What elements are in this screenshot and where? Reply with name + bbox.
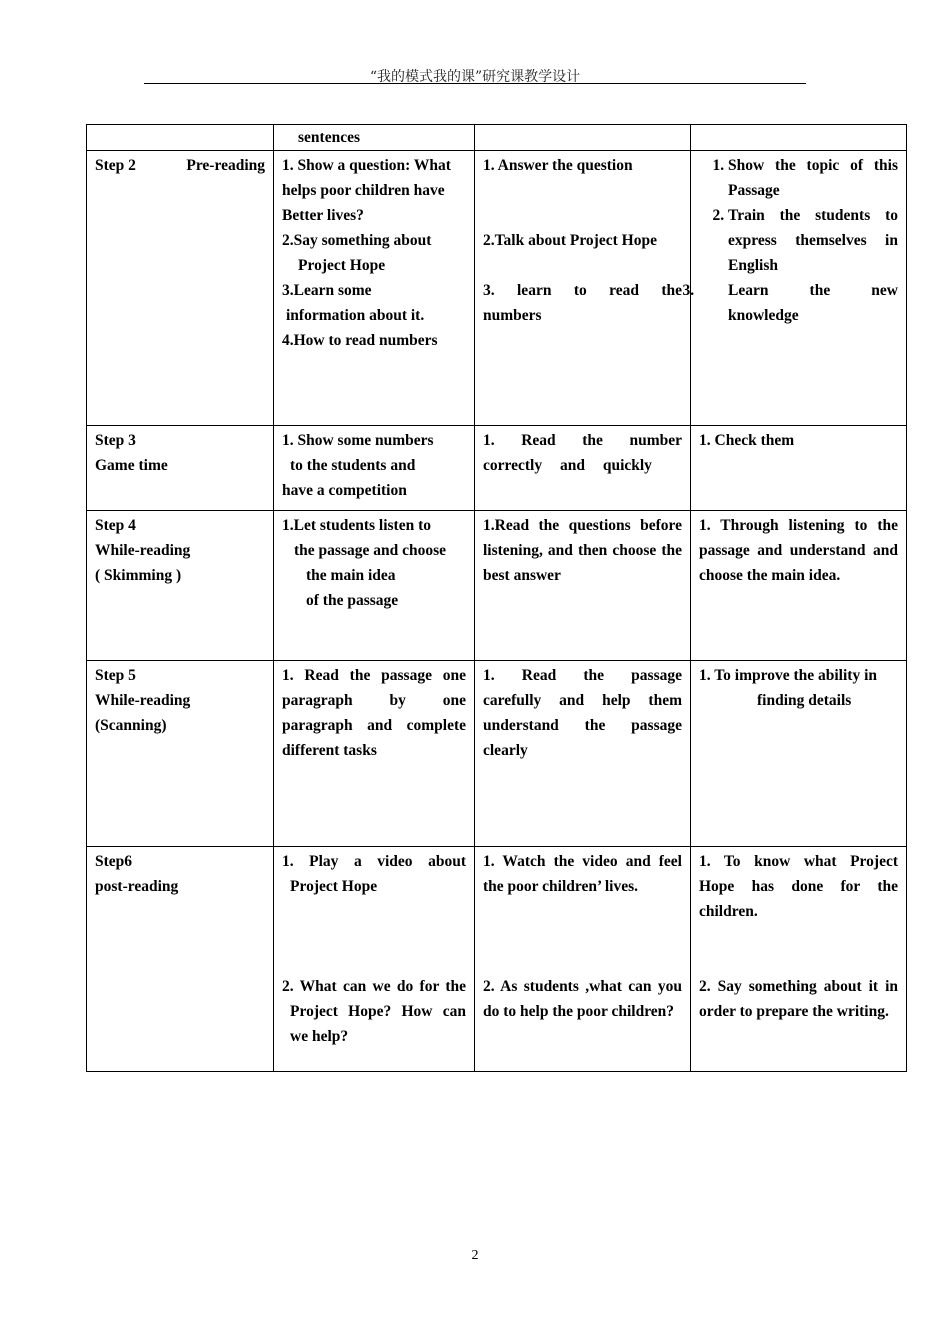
- purpose-item: 1. Show the topic of this Passage: [728, 153, 898, 203]
- step-cell: [87, 151, 274, 426]
- page-number: 2: [471, 1248, 479, 1263]
- step-title: Step 5: [95, 667, 136, 684]
- step-title: Step 2: [95, 157, 136, 174]
- teacher-cell: [274, 661, 475, 847]
- teacher-item: 1.Let students listen to: [282, 517, 431, 534]
- header-rule: [144, 83, 806, 84]
- purpose-text: 1. Check them: [699, 432, 795, 449]
- teacher-item: 4.How to read numbers: [282, 332, 438, 349]
- teacher-item: 2.Say something about: [282, 232, 432, 249]
- step-sub: (Scanning): [95, 717, 167, 734]
- students-text: 1. Read the passage carefully and help them understand the passage clearly: [483, 667, 682, 759]
- teacher-item: to the students and: [290, 457, 416, 474]
- students-cell: [475, 426, 691, 511]
- step-cell: [87, 511, 274, 661]
- step-name: Game time: [95, 457, 168, 474]
- table-row: [87, 125, 907, 151]
- students-cell: [475, 151, 691, 426]
- step-name: Pre-reading: [186, 157, 265, 174]
- teacher-text: 1. Read the passage one paragraph by one paragraph and complete different tasks: [282, 667, 466, 759]
- students-item: 1. Answer the question: [483, 157, 633, 174]
- step-cell: [87, 125, 274, 151]
- page-header-title: “我的模式我的课”研究课教学设计: [369, 69, 581, 85]
- students-text: 1.Read the questions before listening, and then choose the best answer: [483, 517, 682, 584]
- teacher-item: of the passage: [306, 592, 399, 609]
- step-sub: ( Skimming ): [95, 567, 182, 584]
- purpose-cell: [691, 151, 907, 426]
- teacher-item: 2. What can we do for the Project Hope? How can we help?: [282, 978, 466, 1045]
- purpose-cell: [691, 125, 907, 151]
- purpose-item: 2. Train the students to express themselves in English: [728, 203, 898, 278]
- teacher-text: sentences: [298, 129, 360, 146]
- purpose-cell: [691, 847, 907, 1072]
- table-row: [87, 426, 907, 511]
- students-item: 1. Watch the video and feel the poor children’ lives.: [483, 853, 682, 895]
- step-name: post-reading: [95, 878, 179, 895]
- teacher-cell: [274, 426, 475, 511]
- step-name: While-reading: [95, 692, 191, 709]
- purpose-item: 3. Learn the new knowledge: [728, 278, 898, 328]
- purpose-item: 2. Say something about it in order to prepare the writing.: [699, 978, 898, 1020]
- teacher-item: information about it.: [286, 307, 425, 324]
- teacher-cell: [274, 847, 475, 1072]
- teacher-item: the passage and choose: [294, 542, 447, 559]
- table-row: [87, 661, 907, 847]
- purpose-item: 1. To know what Project Hope has done for the children.: [699, 853, 898, 920]
- teacher-cell: [274, 125, 475, 151]
- table-row: [87, 151, 907, 426]
- teacher-item: 1. Play a video about Project Hope: [282, 853, 466, 895]
- step-cell: [87, 847, 274, 1072]
- step-name: While-reading: [95, 542, 191, 559]
- teacher-cell: [274, 511, 475, 661]
- purpose-item: 1. To improve the ability in: [699, 667, 877, 684]
- lesson-plan-table: [86, 124, 907, 1072]
- students-cell: [475, 125, 691, 151]
- purpose-item: finding details: [757, 692, 852, 709]
- teacher-cell: [274, 151, 475, 426]
- students-cell: [475, 511, 691, 661]
- teacher-item: 1. Show some numbers: [282, 432, 434, 449]
- teacher-item: have a competition: [282, 482, 407, 499]
- students-text: 1. Read the number correctly and quickly: [483, 432, 682, 474]
- step-cell: [87, 661, 274, 847]
- purpose-cell: [691, 661, 907, 847]
- purpose-cell: [691, 426, 907, 511]
- step-title: Step 4: [95, 517, 136, 534]
- purpose-cell: [691, 511, 907, 661]
- table-row: [87, 511, 907, 661]
- students-cell: [475, 661, 691, 847]
- students-item: 2.Talk about Project Hope: [483, 232, 657, 249]
- step-title: Step6: [95, 853, 133, 870]
- table-row: [87, 847, 907, 1072]
- purpose-list: [699, 153, 898, 328]
- teacher-item: 3.Learn some: [282, 282, 372, 299]
- students-cell: [475, 847, 691, 1072]
- step-cell: [87, 426, 274, 511]
- teacher-item: 1. Show a question: What helps poor children have Better lives?: [282, 157, 451, 224]
- students-item: 2. As students ,what can you do to help the poor children?: [483, 978, 682, 1020]
- students-item: 3. learn to read the numbers: [483, 282, 682, 324]
- purpose-text: 1. Through listening to the passage and understand and choose the main idea.: [699, 517, 898, 584]
- step-title: Step 3: [95, 432, 136, 449]
- teacher-item: the main idea: [306, 567, 396, 584]
- teacher-item: Project Hope: [298, 257, 386, 274]
